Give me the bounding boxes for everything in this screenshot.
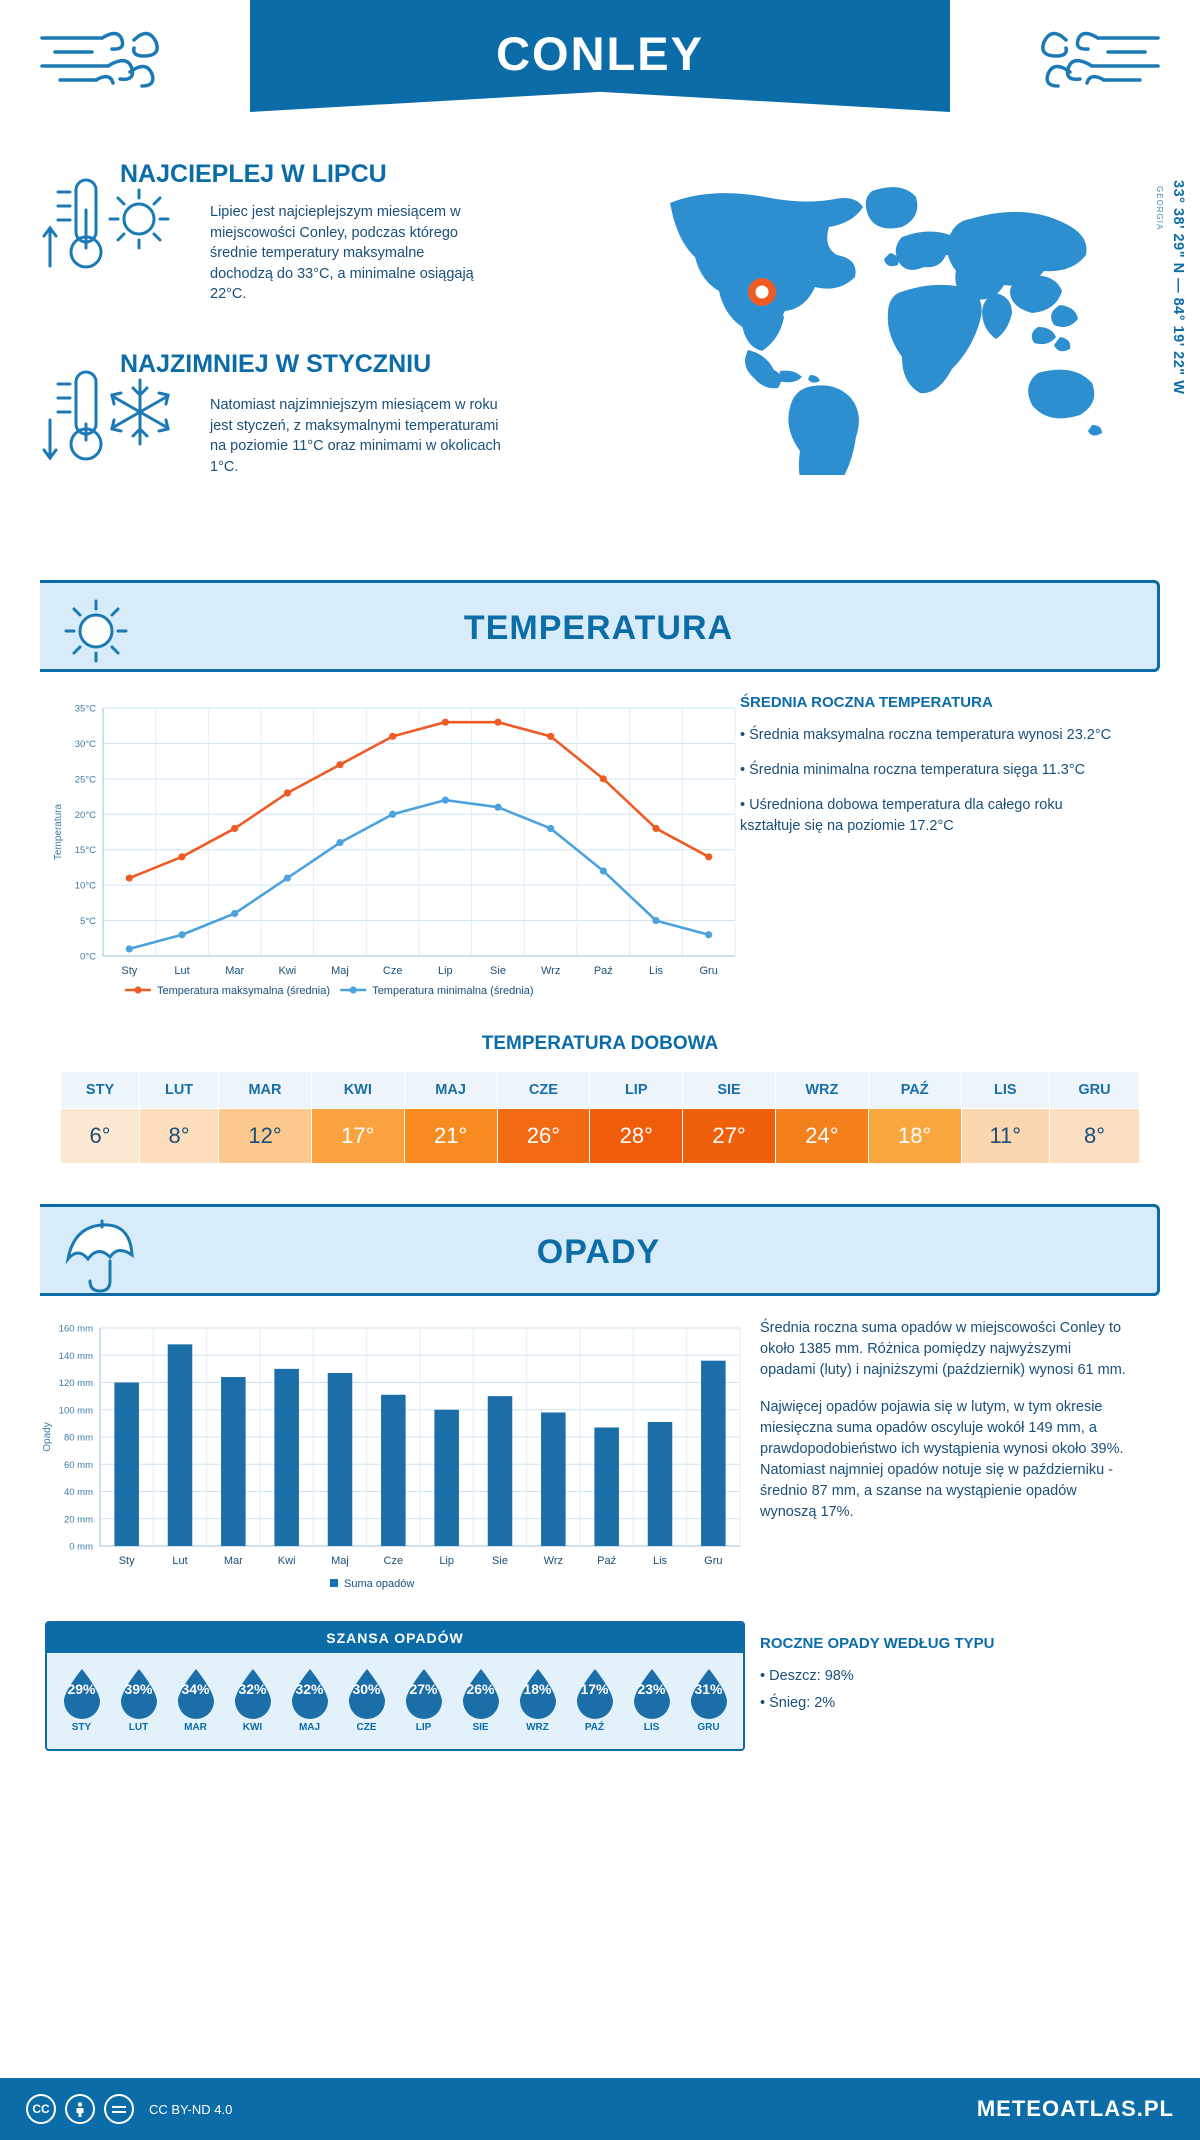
- coldest-month-text-wrap: [210, 395, 510, 477]
- rain-chance-wrap: [0, 1621, 760, 1751]
- rain-chance-month: PAŹ: [584, 1722, 605, 1733]
- coldest-month-title: NAJZIMNIEJ W STYCZNIU: [120, 350, 432, 378]
- warmest-month-text: Lipiec jest najcieplejszym miesiącem w miejscowości Conley, podczas którego średnie temperatury maksymalne dochodzą do 33°C, a minimalne osiągają 22°C.: [210, 204, 474, 303]
- rain-chance-row: [0, 1621, 1200, 1751]
- precipitation-banner: [40, 1204, 1160, 1296]
- svg-text:100 mm: 100 mm: [58, 1405, 93, 1417]
- warmest-month-text-wrap: [210, 202, 490, 305]
- daily-temp-cell: 27°: [683, 1109, 776, 1164]
- precip-text-1: Średnia roczna suma opadów w miejscowości Conley to około 1385 mm. Różnica pomiędzy najwyższymi opadami (luty) i najniższymi (październik) wynosi 61 mm.: [760, 1320, 1126, 1379]
- rain-chance-drop: [172, 1667, 220, 1733]
- nd-icon: [104, 2094, 134, 2124]
- svg-text:60 mm: 60 mm: [63, 1459, 93, 1471]
- rain-chance-drop: [115, 1667, 163, 1733]
- svg-text:Cze: Cze: [382, 965, 403, 977]
- temperature-banner: [40, 580, 1160, 672]
- svg-text:20 mm: 20 mm: [63, 1514, 93, 1526]
- precip-type-item: • Deszcz: 98%: [760, 1668, 854, 1684]
- rain-chance-drop: [229, 1667, 277, 1733]
- svg-text:Kwi: Kwi: [278, 965, 297, 977]
- svg-text:Lip: Lip: [439, 1555, 455, 1567]
- rain-chance-month: STY: [71, 1722, 92, 1733]
- daily-month-header: STY: [61, 1072, 140, 1109]
- daily-month-header: SIE: [683, 1072, 776, 1109]
- warmest-month-block: [120, 160, 480, 197]
- daily-month-header: KWI: [311, 1072, 404, 1109]
- svg-text:Lis: Lis: [648, 965, 664, 977]
- rain-chance-value: 17%: [580, 1681, 609, 1697]
- daily-temp-cell: 8°: [1049, 1109, 1139, 1164]
- daily-temp-cell: 12°: [219, 1109, 312, 1164]
- rain-chance-month: LIP: [415, 1722, 432, 1733]
- wind-icon: [1030, 20, 1170, 105]
- rain-chance-value: 39%: [124, 1681, 153, 1697]
- rain-chance-drop: [400, 1667, 448, 1733]
- precip-types-title: ROCZNE OPADY WEDŁUG TYPU: [760, 1635, 995, 1652]
- rain-chance-month: MAJ: [298, 1722, 321, 1733]
- daily-month-header: MAR: [219, 1072, 312, 1109]
- daily-month-header: WRZ: [775, 1072, 868, 1109]
- precipitation-chart-row: [0, 1318, 1200, 1613]
- svg-text:Maj: Maj: [331, 1555, 349, 1567]
- rain-chance-drop: [571, 1667, 619, 1733]
- license-text: CC BY-ND 4.0: [149, 2101, 233, 2117]
- svg-text:40 mm: 40 mm: [63, 1487, 93, 1498]
- coordinates: 33° 38' 29" N — 84° 19' 22" W: [1170, 180, 1186, 395]
- svg-text:Sie: Sie: [490, 965, 506, 977]
- rain-chance-month: LIS: [643, 1722, 660, 1733]
- daily-temp-cell: 11°: [961, 1109, 1049, 1164]
- svg-text:0 mm: 0 mm: [69, 1541, 93, 1553]
- daily-temp-cell: 26°: [497, 1109, 590, 1164]
- rain-chance-drop: [457, 1667, 505, 1733]
- avg-temp-item: • Uśredniona dobowa temperatura dla całego roku kształtuje się na poziomie 17.2°C: [740, 797, 1063, 835]
- rain-chance-panel: [45, 1621, 745, 1751]
- rain-chance-value: 27%: [409, 1681, 438, 1697]
- daily-temp-cell: 21°: [404, 1109, 497, 1164]
- temperature-chart-row: [0, 694, 1200, 1019]
- rain-chance-value: 26%: [466, 1681, 495, 1697]
- svg-text:Opady: Opady: [42, 1422, 53, 1452]
- temperature-side-info: [740, 694, 1160, 1019]
- precipitation-banner-title: OPADY: [536, 1233, 661, 1271]
- daily-temp-cell: 28°: [590, 1109, 683, 1164]
- world-map: [640, 175, 1110, 505]
- svg-text:Mar: Mar: [225, 965, 245, 977]
- svg-text:Paź: Paź: [593, 965, 613, 977]
- svg-text:Gru: Gru: [699, 965, 718, 977]
- warmest-month-title: NAJCIEPLEJ W LIPCU: [120, 160, 387, 188]
- coldest-month-text: Natomiast najzimniejszym miesiącem w roku jest styczeń, z maksymalnymi temperaturami na poziomie 11°C oraz minimami w okolicach 1°C.: [210, 397, 501, 475]
- svg-text:Lip: Lip: [437, 965, 453, 977]
- avg-temp-item: • Średnia minimalna roczna temperatura sięga 11.3°C: [740, 762, 1086, 779]
- svg-text:Wrz: Wrz: [543, 1555, 564, 1567]
- svg-text:80 mm: 80 mm: [63, 1432, 93, 1444]
- precip-text-2: Najwięcej opadów pojawia się w lutym, w tym okresie miesięczna suma opadów oscyluje wokół 149 mm, a prawdopodobieństwo ich wystąpienia wynosi około 39%. Natomiast najmniej opadów notuje się w październiku - średnio 87 mm, a szanse na wystąpienie opadów wynoszą 17%.: [760, 1399, 1124, 1521]
- avg-temp-item: • Średnia maksymalna roczna temperatura wynosi 23.2°C: [740, 727, 1112, 743]
- precipitation-side-info: [760, 1318, 1160, 1613]
- svg-text:Lut: Lut: [174, 965, 190, 977]
- svg-text:140 mm: 140 mm: [58, 1350, 93, 1362]
- temperature-line-chart: [0, 694, 740, 1019]
- svg-text:Kwi: Kwi: [277, 1555, 296, 1567]
- wind-icon: [30, 20, 170, 105]
- svg-text:20°C: 20°C: [74, 809, 96, 821]
- svg-text:Maj: Maj: [331, 965, 349, 977]
- svg-text:25°C: 25°C: [74, 774, 96, 786]
- rain-chance-drop: [628, 1667, 676, 1733]
- avg-temp-title: ŚREDNIA ROCZNA TEMPERATURA: [740, 694, 993, 711]
- daily-temp-cell: 8°: [140, 1109, 219, 1164]
- rain-chance-drop: [286, 1667, 334, 1733]
- precip-type-item: • Śnieg: 2%: [760, 1695, 836, 1712]
- rain-chance-value: 32%: [238, 1681, 267, 1697]
- page-title: CONLEY: [496, 27, 704, 80]
- temperature-banner-title: TEMPERATURA: [463, 609, 734, 647]
- rain-chance-drop: [685, 1667, 733, 1733]
- precipitation-bar-chart: [0, 1318, 760, 1613]
- daily-month-header: PAŹ: [868, 1072, 961, 1109]
- svg-text:15°C: 15°C: [74, 845, 96, 857]
- cc-icon: CC: [26, 2094, 56, 2124]
- daily-temp-cell: 18°: [868, 1109, 961, 1164]
- summary-section: [0, 150, 1200, 580]
- rain-chance-value: 34%: [181, 1681, 210, 1697]
- svg-text:Temperatura: Temperatura: [53, 803, 64, 861]
- svg-text:5°C: 5°C: [80, 916, 96, 928]
- svg-text:Sty: Sty: [121, 965, 138, 977]
- page-footer: [0, 2078, 1200, 2140]
- daily-temp-cell: 6°: [61, 1109, 140, 1164]
- svg-text:Gru: Gru: [704, 1555, 723, 1567]
- svg-text:Temperatura maksymalna (średni: Temperatura maksymalna (średnia): [157, 985, 331, 997]
- rain-chance-value: 30%: [352, 1681, 381, 1697]
- rain-chance-month: GRU: [697, 1722, 720, 1733]
- daily-month-header: LIP: [590, 1072, 683, 1109]
- rain-chance-month: KWI: [242, 1722, 263, 1733]
- daily-temp-cell: 17°: [311, 1109, 404, 1164]
- daily-month-header: LUT: [140, 1072, 219, 1109]
- table-header-row: [61, 1072, 1140, 1109]
- precip-types: [760, 1621, 1160, 1751]
- svg-text:Wrz: Wrz: [540, 965, 561, 977]
- table-row: [61, 1109, 1140, 1164]
- rain-chance-value: 23%: [637, 1681, 666, 1697]
- rain-chance-drop: [343, 1667, 391, 1733]
- svg-text:Cze: Cze: [383, 1555, 404, 1567]
- daily-month-header: LIS: [961, 1072, 1049, 1109]
- svg-text:30°C: 30°C: [74, 738, 96, 750]
- rain-chance-month: MAR: [184, 1722, 207, 1733]
- rain-chance-title: SZANSA OPADÓW: [47, 1623, 743, 1653]
- svg-text:Paź: Paź: [597, 1555, 617, 1567]
- rain-chance-value: 31%: [694, 1681, 723, 1697]
- daily-temperature-title: TEMPERATURA DOBOWA: [481, 1033, 719, 1054]
- rain-chance-value: 32%: [295, 1681, 324, 1697]
- rain-chance-month: LUT: [128, 1722, 149, 1733]
- rain-chance-drop: [514, 1667, 562, 1733]
- daily-temperature-block: [0, 1033, 1200, 1164]
- daily-month-header: MAJ: [404, 1072, 497, 1109]
- rain-chance-month: WRZ: [526, 1722, 549, 1733]
- svg-text:Sie: Sie: [492, 1555, 508, 1567]
- daily-temperature-table: [60, 1071, 1140, 1164]
- rain-chance-value: 29%: [67, 1681, 96, 1697]
- svg-text:35°C: 35°C: [74, 703, 96, 715]
- svg-text:Suma opadów: Suma opadów: [344, 1578, 415, 1590]
- svg-text:0°C: 0°C: [80, 951, 96, 963]
- svg-text:10°C: 10°C: [74, 880, 96, 892]
- svg-text:160 mm: 160 mm: [58, 1323, 93, 1335]
- daily-month-header: GRU: [1049, 1072, 1139, 1109]
- svg-text:Temperatura minimalna (średnia: Temperatura minimalna (średnia): [372, 985, 534, 997]
- page-subtitle: STANY ZJEDNOCZONE: [505, 110, 695, 126]
- rain-chance-month: SIE: [472, 1722, 489, 1733]
- brand-name: METEOATLAS.PL: [976, 2096, 1174, 2121]
- coldest-month-block: [120, 350, 550, 387]
- rain-chance-month: CZE: [356, 1722, 377, 1733]
- rain-chance-drops: [47, 1653, 743, 1749]
- license-group: [26, 2094, 232, 2124]
- region-label: GEORGIA: [1155, 186, 1164, 231]
- svg-text:Mar: Mar: [223, 1555, 243, 1567]
- daily-temp-cell: 24°: [775, 1109, 868, 1164]
- svg-text:120 mm: 120 mm: [58, 1378, 93, 1389]
- by-icon: [65, 2094, 95, 2124]
- svg-text:Sty: Sty: [118, 1555, 135, 1567]
- svg-text:Lut: Lut: [172, 1555, 188, 1567]
- rain-chance-value: 18%: [523, 1681, 552, 1697]
- page-header: [0, 0, 1200, 150]
- svg-text:Lis: Lis: [652, 1555, 668, 1567]
- rain-chance-drop: [58, 1667, 106, 1733]
- daily-month-header: CZE: [497, 1072, 590, 1109]
